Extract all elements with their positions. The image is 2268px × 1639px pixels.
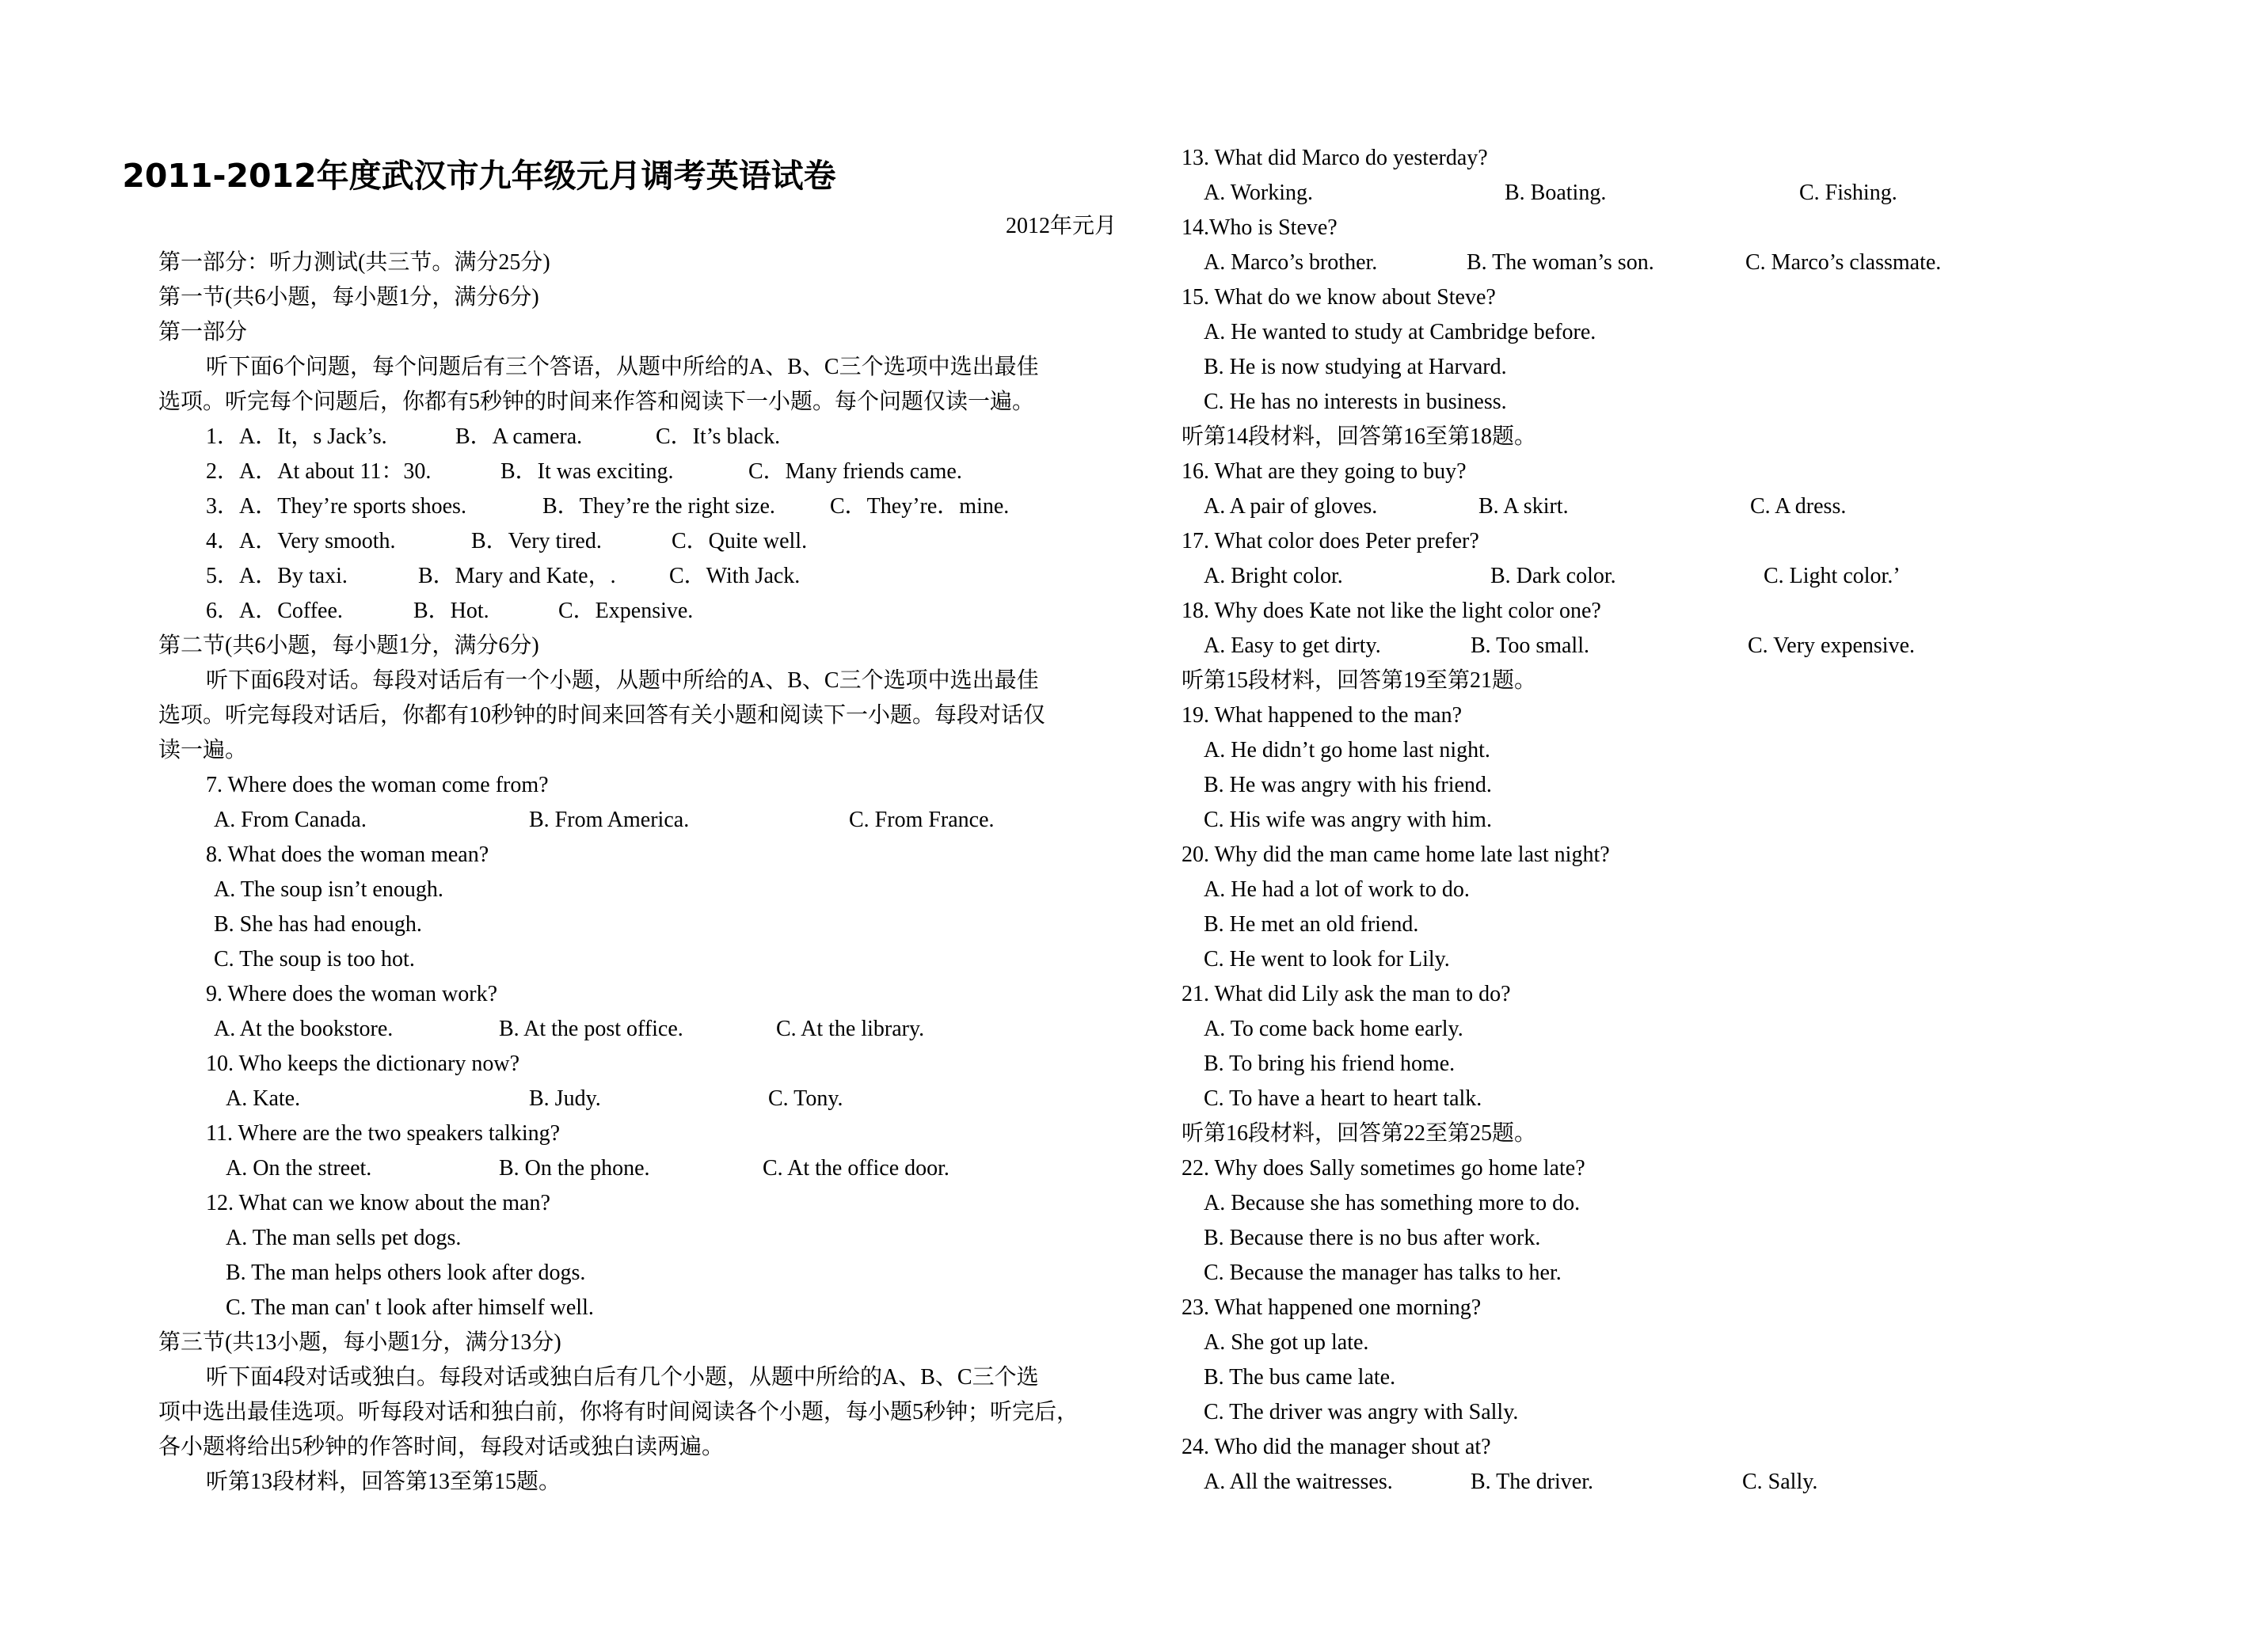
option-b: B. The driver.	[1471, 1470, 1594, 1494]
section2-instructions-line1: 听下面6段对话。每段对话后有一个小题，从题中所给的A、B、C三个选项中选出最佳	[206, 668, 1039, 693]
option-a: 1．A．It，s Jack’s.	[206, 424, 387, 449]
question-19-option-c: C. His wife was angry with him.	[1204, 808, 1492, 832]
part1-heading: 第一部分：听力测试(共三节。满分25分)	[158, 250, 550, 275]
option-a: A. Kate.	[226, 1086, 301, 1111]
question-22-option-b: B. Because there is no bus after work.	[1204, 1226, 1541, 1250]
question-23: 23. What happened one morning?	[1182, 1295, 1482, 1320]
question-23-option-b: B. The bus came late.	[1204, 1365, 1396, 1390]
option-b: B. Too small.	[1471, 633, 1589, 658]
option-a: A. At the bookstore.	[214, 1017, 394, 1041]
question-21-option-b: B. To bring his friend home.	[1204, 1051, 1456, 1076]
question-17-options	[1182, 559, 1901, 594]
section1-instructions-line1: 听下面6个问题，每个问题后有三个答语，从题中所给的A、B、C三个选项中选出最佳	[206, 355, 1039, 379]
question-5	[158, 559, 801, 594]
question-11: 11. Where are the two speakers talking?	[206, 1121, 561, 1146]
question-10-options	[158, 1082, 843, 1116]
question-2	[158, 454, 962, 489]
option-b: B. From America.	[529, 808, 690, 832]
question-18-options	[1182, 629, 1915, 664]
option-a: 2．A．At about 11：30.	[206, 459, 432, 484]
option-c: C. Very expensive.	[1748, 633, 1915, 658]
question-17: 17. What color does Peter prefer?	[1182, 529, 1479, 553]
question-11-options	[158, 1151, 949, 1186]
option-b: B．Very tired.	[471, 529, 602, 553]
option-a: A. All the waitresses.	[1204, 1470, 1393, 1494]
option-b: B. Dark color.	[1490, 564, 1616, 588]
option-a: 6．A．Coffee.	[206, 599, 343, 623]
section2-heading: 第二节(共6小题，每小题1分，满分6分)	[158, 633, 539, 658]
question-14: 14.Who is Steve?	[1182, 215, 1338, 240]
section3-instructions-line2: 项中选出最佳选项。听每段对话和独白前，你将有时间阅读各个小题，每小题5秒钟；听完后，	[158, 1400, 1079, 1424]
question-12-option-c: C. The man can' t look after himself well.	[226, 1295, 594, 1320]
option-c: C．With Jack.	[669, 564, 801, 588]
question-16: 16. What are they going to buy?	[1182, 459, 1467, 484]
question-24: 24. Who did the manager shout at?	[1182, 1435, 1491, 1459]
option-a: A. On the street.	[226, 1156, 372, 1181]
question-12: 12. What can we know about the man?	[206, 1191, 550, 1215]
question-6	[158, 594, 694, 629]
question-8-option-c: C. The soup is too hot.	[214, 947, 415, 972]
exam-date: 2012年元月	[1005, 214, 1117, 238]
option-c: C．They’re．mine.	[830, 494, 1010, 519]
question-21: 21. What did Lily ask the man to do?	[1182, 982, 1511, 1006]
question-9-options	[158, 1012, 925, 1047]
option-c: C. A dress.	[1750, 494, 1847, 519]
question-12-option-b: B. The man helps others look after dogs.	[226, 1261, 586, 1285]
question-22: 22. Why does Sally sometimes go home late?	[1182, 1156, 1585, 1181]
option-a: A. Easy to get dirty.	[1204, 633, 1381, 658]
question-16-options	[1182, 489, 1847, 524]
section1-heading: 第一节(共6小题，每小题1分，满分6分)	[158, 285, 539, 310]
question-4	[158, 524, 808, 559]
option-c: C．Many friends came.	[748, 459, 962, 484]
option-c: C. At the library.	[776, 1017, 925, 1041]
question-8-option-b: B. She has had enough.	[214, 912, 422, 937]
option-a: 3．A．They’re sports shoes.	[206, 494, 466, 519]
question-15-option-b: B. He is now studying at Harvard.	[1204, 355, 1507, 379]
option-b: B．They’re the right size.	[542, 494, 775, 519]
question-13-options	[1182, 176, 1897, 211]
question-20-option-a: A. He had a lot of work to do.	[1204, 877, 1470, 902]
question-24-options	[1182, 1465, 1818, 1500]
question-20-option-b: B. He met an old friend.	[1204, 912, 1419, 937]
option-b: B．A camera.	[455, 424, 583, 449]
option-a: 4．A．Very smooth.	[206, 529, 396, 553]
question-22-option-c: C. Because the manager has talks to her.	[1204, 1261, 1562, 1285]
material-16: 听第16段材料，回答第22至第25题。	[1182, 1121, 1537, 1146]
question-19-option-a: A. He didn’t go home last night.	[1204, 738, 1490, 762]
option-b: B. A skirt.	[1478, 494, 1569, 519]
option-b: B. The woman’s son.	[1467, 250, 1654, 275]
section3-instructions-line1: 听下面4段对话或独白。每段对话或独白后有几个小题，从题中所给的A、B、C三个选	[206, 1365, 1039, 1390]
option-c: C．Expensive.	[558, 599, 694, 623]
section1-instructions-line2: 选项。听完每个问题后，你都有5秒钟的时间来作答和阅读下一小题。每个问题仅读一遍。	[158, 390, 1035, 414]
option-a: A. Working.	[1204, 181, 1314, 205]
option-c: C. Sally.	[1742, 1470, 1818, 1494]
question-7-options	[158, 803, 995, 838]
option-b: B．It was exciting.	[500, 459, 674, 484]
option-c: C. Tony.	[768, 1086, 843, 1111]
question-15: 15. What do we know about Steve?	[1182, 285, 1496, 310]
question-21-option-c: C. To have a heart to heart talk.	[1204, 1086, 1482, 1111]
option-c: C. Light color.’	[1764, 564, 1901, 588]
option-b: B. Judy.	[529, 1086, 601, 1111]
question-23-option-a: A. She got up late.	[1204, 1330, 1369, 1355]
option-a: 5．A．By taxi.	[206, 564, 348, 588]
question-3	[158, 489, 1010, 524]
page-title: 2011-2012年度武汉市九年级元月调考英语试卷	[122, 157, 836, 195]
question-15-option-c: C. He has no interests in business.	[1204, 390, 1507, 414]
question-22-option-a: A. Because she has something more to do.	[1204, 1191, 1581, 1215]
option-a: A. Bright color.	[1204, 564, 1343, 588]
question-12-option-a: A. The man sells pet dogs.	[226, 1226, 462, 1250]
option-b: B. At the post office.	[499, 1017, 683, 1041]
material-15: 听第15段材料，回答第19至第21题。	[1182, 668, 1537, 693]
question-8-option-a: A. The soup isn’t enough.	[214, 877, 443, 902]
option-c: C. From France.	[849, 808, 995, 832]
option-b: B．Mary and Kate，.	[418, 564, 616, 588]
option-c: C. At the office door.	[763, 1156, 949, 1181]
question-19-option-b: B. He was angry with his friend.	[1204, 773, 1492, 797]
question-20: 20. Why did the man came home late last night?	[1182, 842, 1610, 867]
question-14-options	[1182, 245, 1942, 280]
section2-instructions-line3: 读一遍。	[158, 738, 248, 762]
question-13: 13. What did Marco do yesterday?	[1182, 146, 1488, 170]
option-c: C. Fishing.	[1799, 181, 1897, 205]
question-10: 10. Who keeps the dictionary now?	[206, 1051, 520, 1076]
section3-heading: 第三节(共13小题，每小题1分，满分13分)	[158, 1330, 561, 1355]
section1-subheading: 第一部分	[158, 320, 248, 344]
section2-instructions-line2: 选项。听完每段对话后，你都有10秒钟的时间来回答有关小题和阅读下一小题。每段对话仅	[158, 703, 1046, 728]
question-23-option-c: C. The driver was angry with Sally.	[1204, 1400, 1519, 1424]
option-a: A. From Canada.	[214, 808, 367, 832]
question-20-option-c: C. He went to look for Lily.	[1204, 947, 1450, 972]
option-b: B. On the phone.	[499, 1156, 650, 1181]
option-a: A. Marco’s brother.	[1204, 250, 1378, 275]
question-18: 18. Why does Kate not like the light color one?	[1182, 599, 1601, 623]
option-c: C．It’s black.	[656, 424, 781, 449]
question-8: 8. What does the woman mean?	[206, 842, 489, 867]
section3-instructions-line3: 各小题将给出5秒钟的作答时间，每段对话或独白读两遍。	[158, 1435, 725, 1459]
question-1	[158, 420, 781, 454]
question-15-option-a: A. He wanted to study at Cambridge before.	[1204, 320, 1596, 344]
option-b: B. Boating.	[1505, 181, 1607, 205]
question-19: 19. What happened to the man?	[1182, 703, 1463, 728]
question-21-option-a: A. To come back home early.	[1204, 1017, 1463, 1041]
option-a: A. A pair of gloves.	[1204, 494, 1378, 519]
option-c: C．Quite well.	[672, 529, 808, 553]
option-b: B．Hot.	[413, 599, 489, 623]
option-c: C. Marco’s classmate.	[1745, 250, 1942, 275]
section3-material-13: 听第13段材料，回答第13至第15题。	[206, 1470, 561, 1494]
question-7: 7. Where does the woman come from?	[206, 773, 549, 797]
material-14: 听第14段材料，回答第16至第18题。	[1182, 424, 1537, 449]
question-9: 9. Where does the woman work?	[206, 982, 498, 1006]
